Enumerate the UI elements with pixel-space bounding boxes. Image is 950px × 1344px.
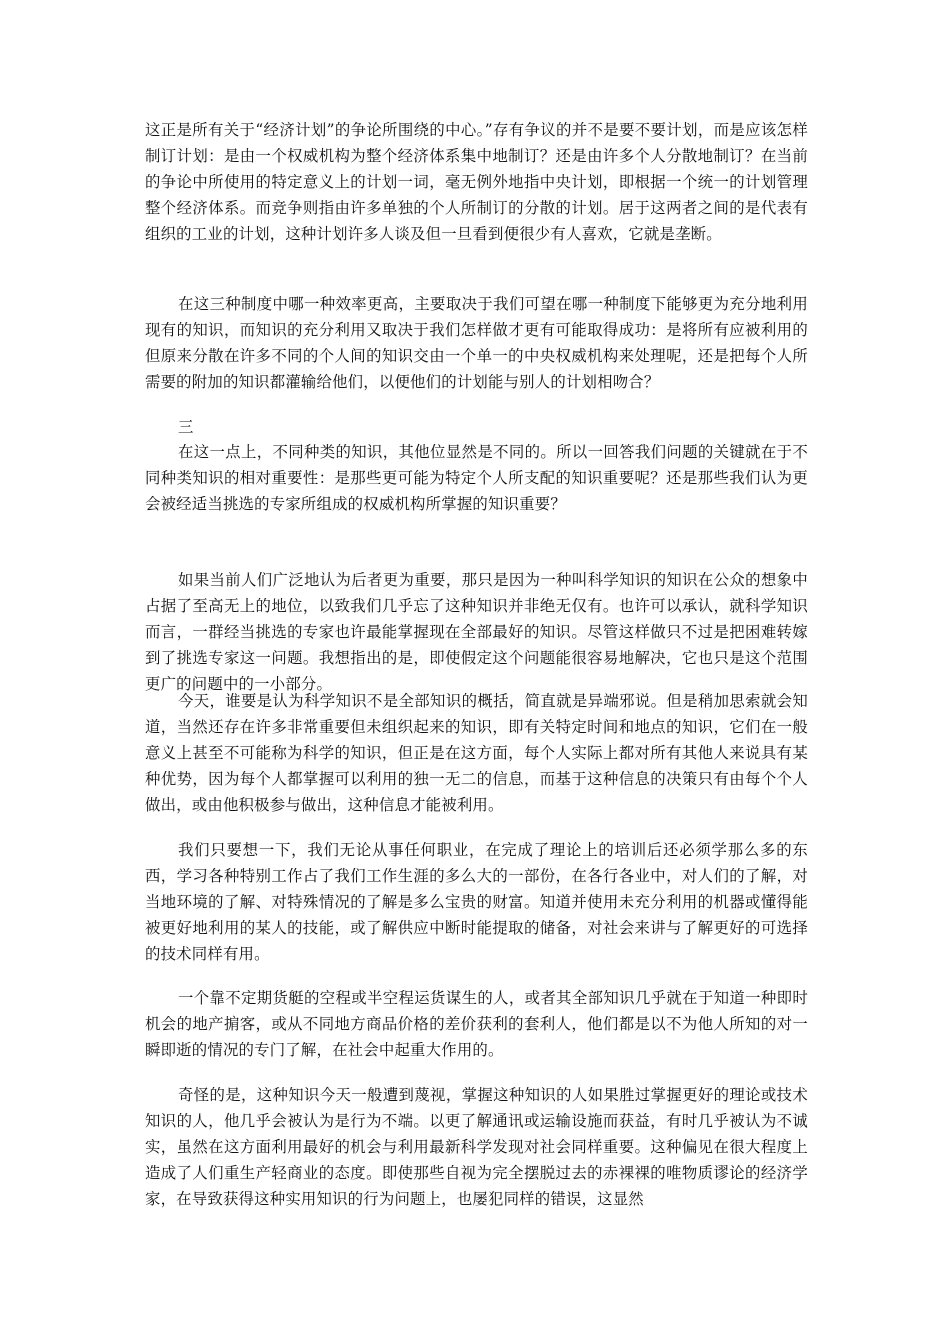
paragraph-5	[145, 688, 808, 818]
paragraph-text: 如果当前人们广泛地认为后者更为重要，那只是因为一种叫科学知识的知识在公众的想象中占据了至高无上的地位，以致我们几乎忘了这种知识并非绝无仅有。也许可以承认，就科学知识而言，一群经当挑选的专家也许最能掌握现在全部最好的知识。尽管这样做只不过是把困难转嫁到了挑选专家这一问题。我想指出的是，即使假定这个问题能很容易地解决，它也只是这个范围更广的问题中的一小部分。	[145, 571, 808, 693]
paragraph-6	[145, 837, 808, 967]
paragraph-1	[145, 117, 808, 247]
paragraph-4	[145, 567, 808, 697]
paragraph-text: 我们只要想一下，我们无论从事任何职业，在完成了理论上的培训后还必须学那么多的东西，学习各种特别工作占了我们工作生涯的多么大的一部份，在各行各业中，对人们的了解，对当地环境的了解、对特殊情况的了解是多么宝贵的财富。知道并使用未充分利用的机器或懂得能被更好地利用的某人的技能，或了解供应中断时能提取的储备，对社会来讲与了解更好的可选择的技术同样有用。	[145, 841, 808, 963]
paragraph-8	[145, 1082, 808, 1212]
paragraph-2	[145, 291, 808, 395]
paragraph-text: 在这一点上，不同种类的知识，其他位显然是不同的。所以一回答我们问题的关键就在于不同种类知识的相对重要性：是那些更可能为特定个人所支配的知识重要呢？还是那些我们认为更会被经适当挑选的专家所组成的权威机构所掌握的知识重要？	[145, 443, 808, 513]
paragraph-text: 一个靠不定期货艇的空程或半空程运货谋生的人，或者其全部知识几乎就在于知道一种即时机会的地产掮客，或从不同地方商品价格的差价获利的套利人，他们都是以不为他人所知的对一瞬即逝的情况的专门了解，在社会中起重大作用的。	[145, 989, 808, 1059]
paragraph-7	[145, 985, 808, 1063]
paragraph-text: 今天，谁要是认为科学知识不是全部知识的概括，简直就是异端邪说。但是稍加思索就会知道，当然还存在许多非常重要但未组织起来的知识，即有关特定时间和地点的知识，它们在一般意义上甚至不可能称为科学的知识，但正是在这方面，每个人实际上都对所有其他人来说具有某种优势，因为每个人都掌握可以利用的独一无二的信息，而基于这种信息的决策只有由每个个人做出，或由他积极参与做出，这种信息才能被利用。	[145, 692, 808, 814]
section-heading: 三	[178, 418, 194, 436]
paragraph-text: 这正是所有关于“经济计划”的争论所围绕的中心。”存有争议的并不是要不要计划，而是应该怎样制订计划：是由一个权威机构为整个经济体系集中地制订？还是由许多个人分散地制订？在当前的争论中所使用的特定意义上的计划一词，毫无例外地指中央计划，即根据一个统一的计划管理整个经济体系。而竞争则指由许多单独的个人所制订的分散的计划。居于这两者之间的是代表有组织的工业的计划，这种计划许多人谈及但一旦看到便很少有人喜欢，它就是垄断。	[145, 121, 808, 243]
paragraph-3	[145, 439, 808, 517]
paragraph-text: 奇怪的是，这种知识今天一般遭到蔑视，掌握这种知识的人如果胜过掌握更好的理论或技术知识的人，他几乎会被认为是行为不端。以更了解通讯或运输设施而获益，有时几乎被认为不诚实，虽然在这方面利用最好的机会与利用最新科学发现对社会同样重要。这种偏见在很大程度上造成了人们重生产轻商业的态度。即使那些自视为完全摆脱过去的赤裸裸的唯物质谬论的经济学家，在导致获得这种实用知识的行为问题上，也屡犯同样的错误，这显然	[145, 1086, 808, 1208]
paragraph-text: 在这三种制度中哪一种效率更高，主要取决于我们可望在哪一种制度下能够更为充分地利用现有的知识，而知识的充分利用又取决于我们怎样做才更有可能取得成功：是将所有应被利用的但原来分散在许多不同的个人间的知识交由一个单一的中央权威机构来处理呢，还是把每个人所需要的附加的知识都灌输给他们，以便他们的计划能与别人的计划相吻合？	[145, 295, 808, 391]
